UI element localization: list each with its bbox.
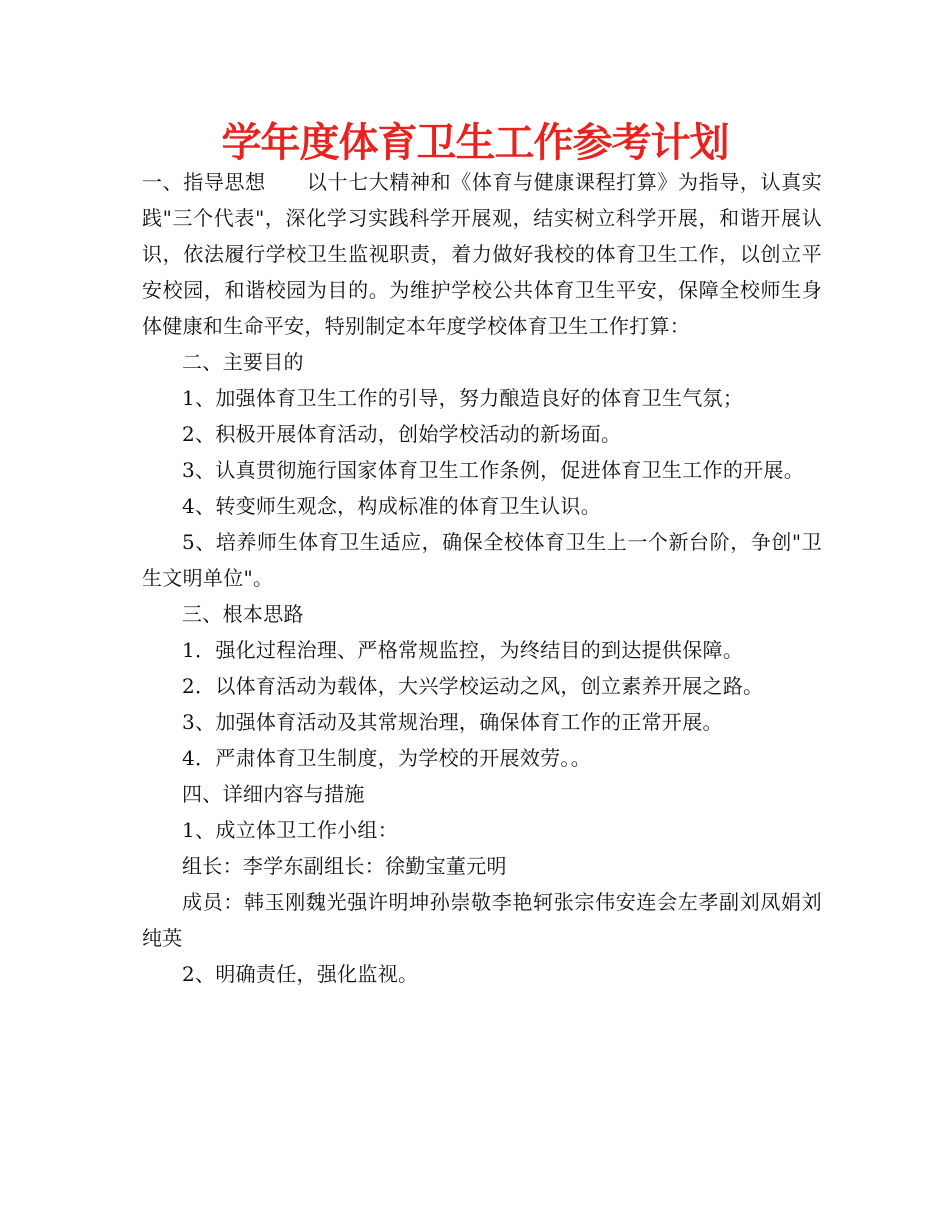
paragraph-guiding-thought: 一、指导思想 以十七大精神和《体育与健康课程打算》为指导，认真实践"三个代表"，深化学习实践科学开展观，结实树立科学开展，和谐开展认识，依法履行学校卫生监视职责，着力做好我校的体育卫生工作，以创立平安校园，和谐校园为目的。为维护学校公共体育卫生平安，保障全校师生身体健康和生命平安，特别制定本年度学校体育卫生工作打算： [142, 170, 822, 338]
list-item: 1、加强体育卫生工作的引导，努力酿造良好的体育卫生气氛； [182, 386, 744, 410]
list-item: 2、明确责任，强化监视。 [182, 962, 419, 986]
document-title: 学年度体育卫生工作参考计划 [221, 120, 729, 166]
list-item: 3、加强体育活动及其常规治理，确保体育工作的正常开展。 [182, 710, 723, 734]
list-item: 2、积极开展体育活动，创始学校活动的新场面。 [182, 422, 622, 446]
list-item: 1．强化过程治理、严格常规监控，为终结目的到达提供保障。 [182, 638, 744, 662]
group-members: 成员：韩玉刚魏光强许明坤孙崇敬李艳轲张宗伟安连会左孝副刘凤娟刘纯英 [142, 890, 822, 950]
list-item: 2．以体育活动为载体，大兴学校运动之风，创立素养开展之路。 [182, 674, 764, 698]
list-item: 4、转变师生观念，构成标准的体育卫生认识。 [182, 494, 602, 518]
list-item: 5、培养师生体育卫生适应，确保全校体育卫生上一个新台阶，争创"卫生文明单位"。 [142, 530, 822, 590]
heading-details-measures: 四、详细内容与措施 [182, 782, 365, 806]
list-item: 1、成立体卫工作小组： [182, 818, 399, 842]
group-leaders: 组长：李学东副组长：徐勤宝董元明 [182, 854, 507, 878]
heading-basic-approach: 三、根本思路 [182, 602, 304, 626]
heading-main-goals: 二、主要目的 [182, 350, 304, 374]
document-body [142, 164, 822, 992]
list-item: 3、认真贯彻施行国家体育卫生工作条例，促进体育卫生工作的开展。 [182, 458, 805, 482]
list-item: 4．严肃体育卫生制度，为学校的开展效劳。。 [182, 746, 592, 770]
